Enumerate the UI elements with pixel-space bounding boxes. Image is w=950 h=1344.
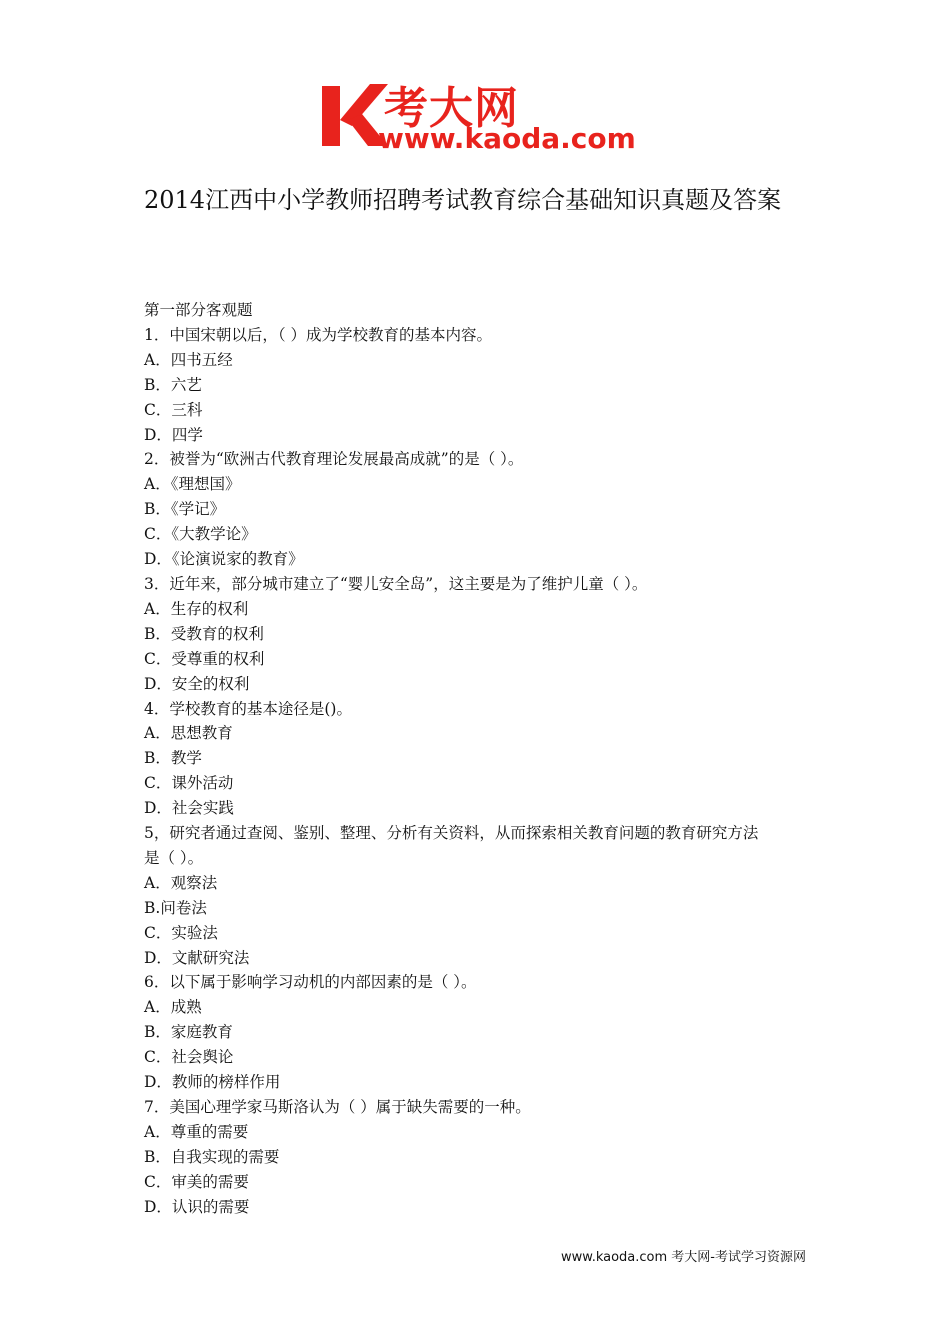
answer-option: B．自我实现的需要 bbox=[144, 1147, 280, 1166]
answer-option: C．社会舆论 bbox=[144, 1048, 234, 1067]
answer-option: A．成熟 bbox=[144, 998, 202, 1017]
answer-option: D．文献研究法 bbox=[144, 948, 250, 967]
answer-option: C．实验法 bbox=[144, 923, 218, 942]
answer-option: D．社会实践 bbox=[144, 799, 234, 818]
answer-option: C．课外活动 bbox=[144, 774, 234, 793]
question-stem: 1．中国宋朝以后，（ ）成为学校教育的基本内容。 bbox=[144, 325, 493, 344]
question-stem: 6．以下属于影响学习动机的内部因素的是（ ）。 bbox=[144, 973, 477, 992]
answer-option: A．生存的权利 bbox=[144, 599, 249, 618]
answer-option: D．四学 bbox=[144, 425, 203, 444]
question-stem: 2．被誉为“欧洲古代教育理论发展最高成就”的是（ ）。 bbox=[144, 450, 524, 469]
question-list bbox=[144, 323, 814, 1220]
answer-option: D．认识的需要 bbox=[144, 1197, 250, 1216]
logo-brand-url: www.kaoda.com bbox=[378, 122, 636, 155]
kaoda-logo bbox=[318, 78, 648, 160]
answer-option: C．三科 bbox=[144, 400, 203, 419]
question-stem: 3．近年来，部分城市建立了“婴儿安全岛”，这主要是为了维护儿童（ ）。 bbox=[144, 574, 648, 593]
answer-option: D．安全的权利 bbox=[144, 674, 250, 693]
answer-option: A．尊重的需要 bbox=[144, 1122, 249, 1141]
answer-option: D．教师的榜样作用 bbox=[144, 1073, 281, 1092]
logo-brand-cn: 考大网 bbox=[384, 83, 519, 134]
document-title: 2014江西中小学教师招聘考试教育综合基础知识真题及答案 bbox=[144, 186, 782, 214]
answer-option: A．思想教育 bbox=[144, 724, 233, 743]
answer-option: B．《学记》 bbox=[144, 500, 226, 519]
answer-option: C．《大教学论》 bbox=[144, 525, 257, 544]
section-heading: 第一部分客观题 bbox=[144, 301, 253, 319]
answer-option: A．《理想国》 bbox=[144, 475, 241, 494]
answer-option: C．受尊重的权利 bbox=[144, 649, 265, 668]
question-stem: 7．美国心理学家马斯洛认为（ ）属于缺失需要的一种。 bbox=[144, 1098, 531, 1116]
question-stem: 5，研究者通过查阅、鉴别、整理、分析有关资料，从而探索相关教育问题的教育研究方法 bbox=[144, 824, 759, 843]
answer-option: 是（ ）。 bbox=[144, 848, 204, 867]
answer-option: B．受教育的权利 bbox=[144, 624, 264, 643]
question-stem: 4．学校教育的基本途径是()。 bbox=[144, 699, 352, 718]
answer-option: A．观察法 bbox=[144, 873, 218, 892]
page-footer: www.kaoda.com 考大网-考试学习资源网 bbox=[561, 1250, 806, 1265]
document-body bbox=[144, 298, 814, 1220]
answer-option: B．家庭教育 bbox=[144, 1023, 233, 1042]
answer-option: C．审美的需要 bbox=[144, 1172, 249, 1191]
answer-option: B.问卷法 bbox=[144, 898, 207, 917]
answer-option: A．四书五经 bbox=[144, 350, 233, 369]
answer-option: B．六艺 bbox=[144, 375, 202, 394]
answer-option: D．《论演说家的教育》 bbox=[144, 550, 304, 569]
answer-option: B．教学 bbox=[144, 749, 202, 768]
